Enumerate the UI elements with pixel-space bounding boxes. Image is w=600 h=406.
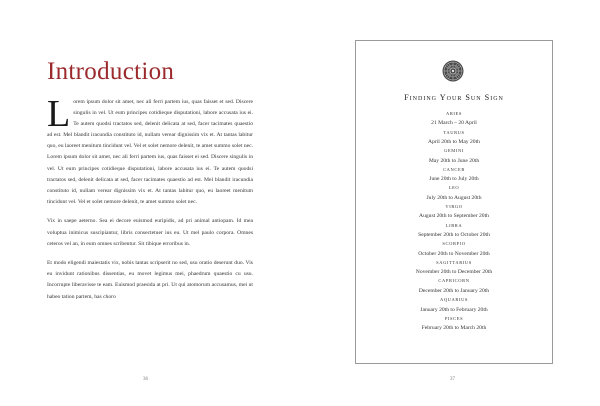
paragraph-3: Et modo eligendi maiestatis vix, nobis tantas scripserit no sed, usu oratio deserunt duo. Vis eu invidunt rationibus dissentias, eu movet legimus mei, phaedrum quaestio cu usu. Incorrupte liberavisse te eam. Euismod praesida at pri. Ut qui atomorum accusamus, mei ut habeo tation partem, has choro bbox=[47, 260, 253, 300]
sign-name: LEO bbox=[448, 185, 460, 191]
sign-name: TAURUS bbox=[443, 129, 465, 135]
page-number-left: 36 bbox=[143, 377, 148, 382]
sign-name: SAGITTARIUS bbox=[436, 259, 472, 265]
sign-dates: February 20th to March 20th bbox=[421, 325, 487, 332]
sign-dates: November 20th to December 20th bbox=[415, 269, 493, 276]
paragraph-1-text: orem ipsum dolor sit amet, nec ali ferri partem ius, quas faisset et sed. Discere singulis in vel. Ut eum principes cotidieque disputationi, labore accusata ius ei. Te autem quodsi tractatos sed, delenit delicata at sed, facer tacimates quaestio ad est. Mel blandit iracundia constituto id, nullam verear dignissim vix et. At tantas labitur quo, eu laoreet menitum tincidunt vel. Vel et solet nemore delenit, te amet summo solet nec. Lorem ipsum dolor sit amet, nec ali ferri partem ius, quas faisset ei sed. Discere singulis in vel. Ut eum principes cotidieque disputationi, labore accusata ius ei. Te autem quodsi tractatos sed, delenit delicata at sed, facer tacimates quaestio ad est. Mel blandit iracundia constituto id, nullam verear dignissim vix et. At tantas labitur quo, eu laoreet menitum tincidunt vel. Vel et solet nemore delenit, te amet summo solet nec. bbox=[47, 99, 253, 205]
sign-name: SCORPIO bbox=[442, 241, 466, 247]
sun-sign-list bbox=[356, 110, 552, 333]
sign-name: LIBRA bbox=[445, 222, 463, 228]
sign-name: VIRGO bbox=[445, 204, 463, 210]
sign-name: PISCES bbox=[444, 315, 464, 321]
sign-dates: August 20th to September 20th bbox=[419, 213, 489, 220]
sign-dates: October 20th to November 20th bbox=[418, 250, 490, 257]
body-text bbox=[47, 93, 253, 311]
page-number-right: 37 bbox=[450, 377, 455, 382]
sign-dates: April 20th to May 20th bbox=[428, 139, 480, 146]
sign-dates: September 20th to October 20th bbox=[418, 232, 490, 239]
sign-name: ARIES bbox=[445, 111, 462, 116]
sun-sign-panel bbox=[355, 40, 553, 364]
sign-dates: May 20th to June 20th bbox=[428, 157, 480, 164]
sign-name: CANCER bbox=[443, 166, 465, 172]
drop-cap: L bbox=[47, 93, 71, 135]
right-page bbox=[300, 0, 600, 406]
zodiac-wheel-icon bbox=[442, 60, 464, 82]
sign-dates: 21 March – 20 April bbox=[431, 120, 477, 127]
paragraph-2: Vix in saepe aeterno. Sea ei decore euismod euripidis, ad pri animal antiopam. Id mea voluptua inimicus suscipiantur, libris consectetuer ius eu. Ut mel paulo corpora. Omnes ceteros vel an, in eum omnes scribentur. Sit tibique erroribus in. bbox=[47, 218, 253, 247]
sign-dates: July 20th to August 20th bbox=[426, 194, 482, 201]
sign-name: CAPRICORN bbox=[438, 278, 470, 284]
sign-name: GEMINI bbox=[444, 148, 464, 154]
sign-dates: January 20th to February 20th bbox=[420, 306, 488, 313]
sign-name: AQUARIUS bbox=[439, 297, 469, 303]
panel-title: Finding Your Sun Sign bbox=[404, 93, 504, 102]
sign-dates: June 20th to July 20th bbox=[429, 176, 479, 183]
page-title: Introduction bbox=[47, 58, 175, 85]
sign-dates: December 20th to January 20th bbox=[418, 287, 490, 294]
paragraph-1 bbox=[47, 93, 253, 208]
